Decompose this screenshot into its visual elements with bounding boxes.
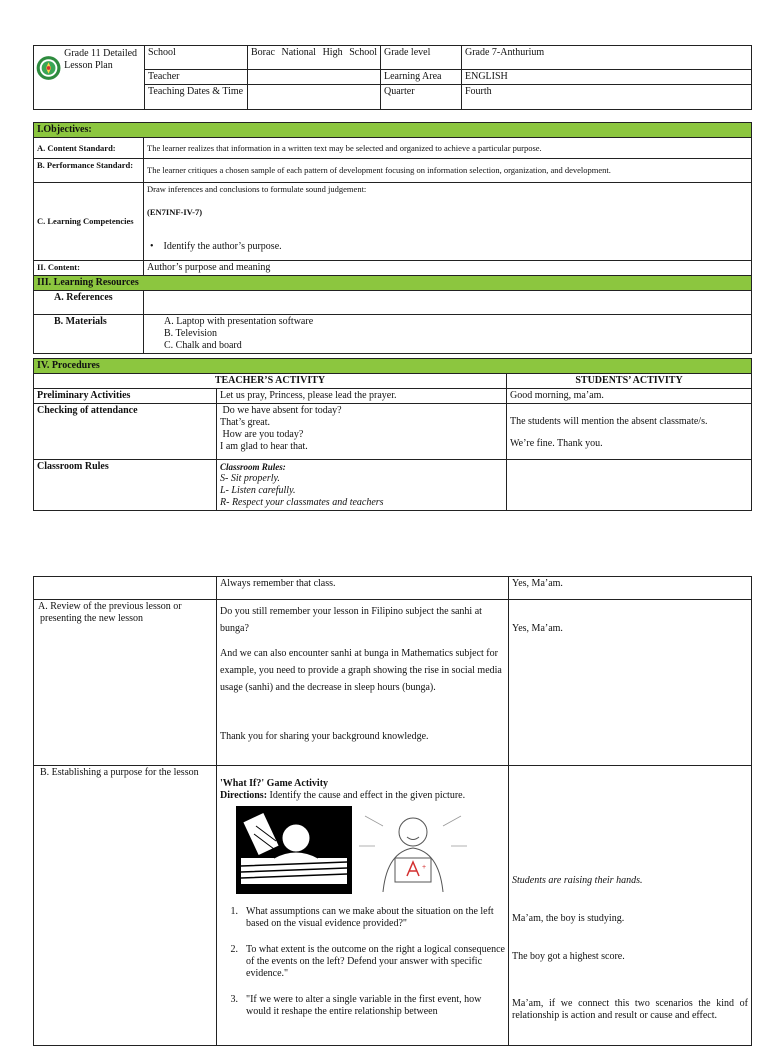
header-table (33, 45, 752, 110)
question-list (224, 906, 505, 1018)
quarter-label: Quarter (381, 85, 462, 110)
objectives-table (33, 122, 752, 354)
logo-cell (34, 46, 145, 110)
rule-item: L- Listen carefully. (220, 485, 296, 496)
question-number: 1. (230, 906, 238, 917)
game-title: 'What If?' Game Activity (220, 778, 329, 789)
question-item (224, 944, 505, 980)
question-text: "If we were to alter a single variable in the first event, how would it reshape the entire relationship between (246, 994, 482, 1017)
prelim-teacher: Let us pray, Princess, please lead the prayer. (217, 389, 507, 404)
school-logo-icon (36, 48, 61, 88)
rules-label: Classroom Rules (34, 460, 217, 511)
attendance-teacher-cell (217, 404, 507, 460)
teacher-activity-header: TEACHER’S ACTIVITY (34, 374, 507, 389)
competency-bullet-row (147, 241, 748, 252)
school-value: Borac National High School (248, 46, 381, 70)
rules-student (507, 460, 752, 511)
quarter-value: Fourth (462, 85, 752, 110)
area-value: ENGLISH (462, 70, 752, 85)
resources-heading: III. Learning Resources (34, 276, 752, 291)
content-standard-label: A. Content Standard: (34, 138, 144, 159)
attendance-line: How are you today? (220, 429, 304, 440)
review-p3: Thank you for sharing your background knowledge. (220, 731, 429, 742)
student-activity-header: STUDENTS’ ACTIVITY (507, 374, 752, 389)
material-item: C. Chalk and board (164, 340, 242, 351)
plan-title: Grade 11 Detailed Lesson Plan (64, 48, 138, 71)
question-item (224, 994, 505, 1018)
question-text: To what extent is the outcome on the right a logical consequence of the events on the left? Defend your answer with specific evidence." (246, 944, 505, 979)
directions-line (220, 790, 505, 802)
svg-text:+: + (421, 864, 426, 871)
review-student-text: Yes, Ma’am. (512, 623, 563, 634)
content-standard-value: The learner realizes that information in a written text may be selected and organized to achieve a particular purpose. (144, 138, 752, 159)
page2-table (33, 576, 752, 1046)
references-label: A. References (34, 291, 144, 315)
procedures-table (33, 358, 752, 511)
competency-bullet: Identify the author’s purpose. (163, 241, 282, 252)
question-number: 3. (230, 994, 238, 1005)
grade-value: Grade 7-Anthurium (462, 46, 752, 70)
rule-item: R- Respect your classmates and teachers (220, 497, 384, 508)
dates-label: Teaching Dates & Time (145, 85, 248, 110)
remember-teacher: Always remember that class. (217, 577, 509, 600)
question-number: 2. (230, 944, 238, 955)
purpose-teacher-cell (217, 766, 509, 1046)
attendance-label: Checking of attendance (34, 404, 217, 460)
directions-text: Identify the cause and effect in the given picture. (267, 790, 466, 801)
attendance-line: That’s great. (220, 417, 270, 428)
attendance-student-1: The students will mention the absent classmate/s. (510, 416, 708, 427)
cause-effect-pictures (236, 806, 505, 894)
remember-student: Yes, Ma’am. (509, 577, 752, 600)
student-raise: Students are raising their hands. (512, 875, 643, 886)
attendance-student-cell (507, 404, 752, 460)
studying-boy-picture-icon (236, 806, 352, 894)
review-p2: And we can also encounter sanhi at bunga in Mathematics subject for example, you need to provide a graph showing the rise in social media usage (sanhi) and the decrease in sleep hours (bunga). (220, 648, 502, 693)
attendance-line: I am glad to hear that. (220, 441, 308, 452)
grade-label: Grade level (381, 46, 462, 70)
question-text: What assumptions can we make about the situation on the left based on the visual evidence provided?" (246, 906, 494, 929)
competency-cell (144, 183, 752, 261)
prelim-label: Preliminary Activities (34, 389, 217, 404)
attendance-line: Do we have absent for today? (220, 405, 342, 416)
references-value (144, 291, 752, 315)
competency-code: (EN7INF-IV-7) (147, 207, 203, 217)
materials-label: B. Materials (34, 315, 144, 354)
question-item (224, 906, 505, 930)
teacher-value (248, 70, 381, 85)
dates-value (248, 85, 381, 110)
rule-item: S- Sit properly. (220, 473, 280, 484)
student-answer-3: Ma’am, if we connect this two scenarios the kind of relationship is action and result or cause and effect. (512, 998, 748, 1021)
purpose-student-cell (509, 766, 752, 1046)
directions-label: Directions: (220, 790, 268, 801)
rules-title: Classroom Rules: (220, 462, 286, 472)
rules-cell (217, 460, 507, 511)
materials-cell (144, 315, 752, 354)
review-teacher-cell (217, 600, 509, 766)
school-label: School (145, 46, 248, 70)
bullet-icon: • (150, 241, 154, 252)
review-p1: Do you still remember your lesson in Filipino subject the sanhi at bunga? (220, 606, 482, 634)
student-answer-2: The boy got a highest score. (512, 951, 625, 962)
area-label: Learning Area (381, 70, 462, 85)
procedures-heading: IV. Procedures (34, 359, 752, 374)
happy-boy-picture-icon (355, 806, 471, 894)
content2-value: Author’s purpose and meaning (144, 261, 752, 276)
teacher-label: Teacher (145, 70, 248, 85)
attendance-student-2: We’re fine. Thank you. (510, 438, 603, 449)
review-label: A. Review of the previous lesson or presenting the new lesson (34, 600, 217, 766)
objectives-heading: I.Objectives: (34, 123, 752, 138)
prelim-student: Good morning, ma’am. (507, 389, 752, 404)
performance-standard-value: The learner critiques a chosen sample of each pattern of development focusing on information selection, organization, and development. (144, 159, 752, 183)
material-item: B. Television (164, 328, 218, 339)
competency-intro: Draw inferences and conclusions to formulate sound judgement: (147, 184, 367, 194)
purpose-label: B. Establishing a purpose for the lesson (34, 766, 217, 1046)
review-student (509, 600, 752, 766)
material-item: A. Laptop with presentation software (164, 316, 314, 327)
remember-label (34, 577, 217, 600)
performance-standard-label: B. Performance Standard: (34, 159, 144, 183)
content2-label: II. Content: (34, 261, 144, 276)
student-answer-1: Ma’am, the boy is studying. (512, 913, 625, 924)
competency-label: C. Learning Competencies (34, 183, 144, 261)
